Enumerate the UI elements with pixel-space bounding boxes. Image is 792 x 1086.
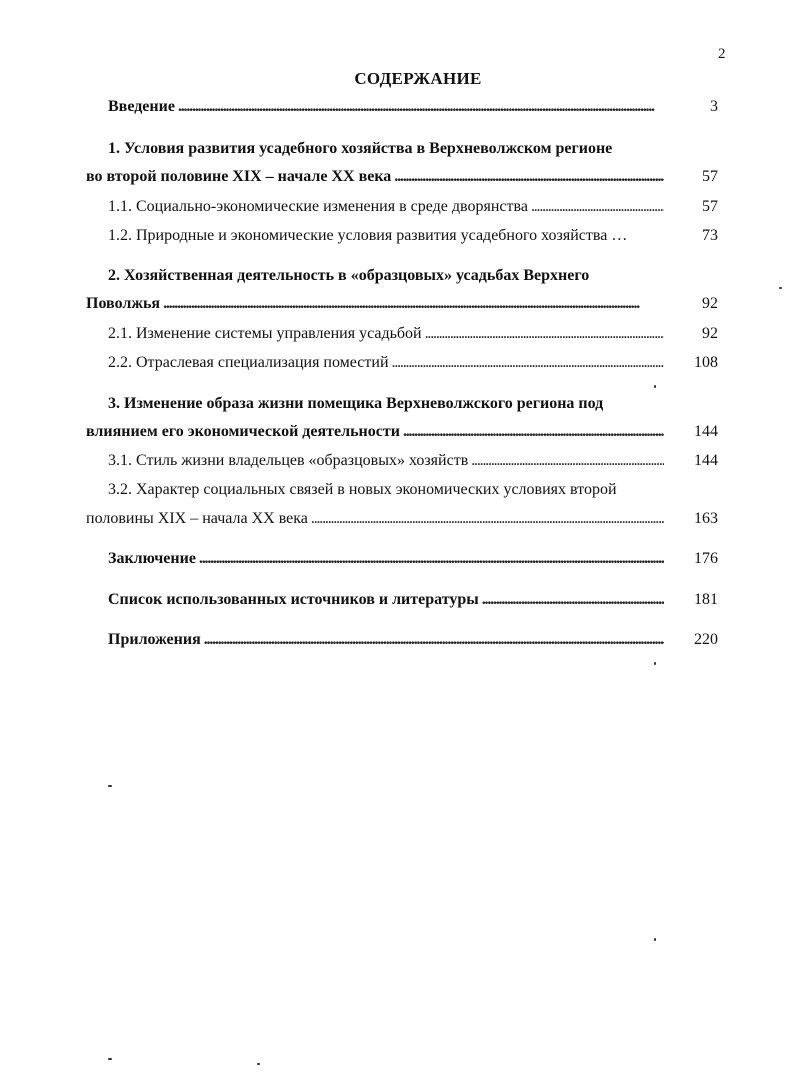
toc-page-number: 220 <box>694 631 718 648</box>
toc-entry-label: Введение <box>108 98 175 115</box>
toc-entry-label: влиянием его экономической деятельности <box>86 423 400 440</box>
toc-entry-appendix[interactable] <box>108 630 668 650</box>
toc-page-number: 181 <box>694 591 718 608</box>
dot-leader <box>199 549 664 569</box>
toc-entry-1-1[interactable] <box>108 197 668 217</box>
page-number: 2 <box>718 46 726 62</box>
toc-title: СОДЕРЖАНИЕ <box>354 69 482 88</box>
dot-leader <box>471 451 664 471</box>
toc-entry-label: 1.1. Социально-экономические изменения в среде дворянства <box>108 198 528 215</box>
dot-leader <box>204 630 664 650</box>
scan-speck <box>257 1063 260 1065</box>
toc-entry-2-1[interactable] <box>108 324 668 344</box>
toc-entry-2-2[interactable] <box>108 353 668 373</box>
dot-leader <box>394 167 664 187</box>
toc-entry-label: половины XIX – начала XX века <box>86 510 308 527</box>
toc-entry-label: Список использованных источников и литературы <box>108 591 479 608</box>
toc-entry-label: во второй половине XIX – начале XX века <box>86 168 392 185</box>
scan-speck <box>108 1058 112 1060</box>
dot-leader <box>531 197 664 217</box>
toc-entry-3-2[interactable]: 3.2. Характер социальных связей в новых экономических условиях второй <box>108 481 617 498</box>
scan-speck <box>654 385 656 388</box>
scan-speck <box>654 662 656 665</box>
dot-leader <box>482 590 664 610</box>
toc-page-number: 92 <box>702 295 718 312</box>
toc-page-number: 176 <box>694 550 718 567</box>
toc-entry-3-2-continuation[interactable] <box>86 509 668 529</box>
toc-chapter-2-continuation[interactable] <box>86 294 668 314</box>
toc-entry-label: Поволжья <box>86 295 161 312</box>
toc-chapter-3-continuation[interactable] <box>86 422 668 442</box>
toc-page-number: 108 <box>694 354 718 371</box>
toc-page-number: 144 <box>694 423 718 440</box>
scan-speck <box>779 287 782 289</box>
toc-entry-conclusion[interactable] <box>108 549 668 569</box>
toc-chapter-1-continuation[interactable] <box>86 167 668 187</box>
dot-leader <box>425 324 664 344</box>
toc-entry-1-2[interactable]: 1.2. Природные и экономические условия развития усадебного хозяйства … <box>108 227 628 244</box>
toc-page-number: 144 <box>694 452 718 469</box>
toc-chapter-2-title[interactable]: 2. Хозяйственная деятельность в «образцовых» усадьбах Верхнего <box>108 267 590 284</box>
toc-page-number: 57 <box>702 168 718 185</box>
toc-entry-label: 2.1. Изменение системы управления усадьбой <box>108 325 422 342</box>
toc-entry-label: Приложения <box>108 631 201 648</box>
toc-page-number: 73 <box>702 227 718 244</box>
toc-entry-intro[interactable] <box>108 97 668 117</box>
toc-page-number: 3 <box>710 98 718 115</box>
toc-chapter-3-title[interactable]: 3. Изменение образа жизни помещика Верхневолжского региона под <box>108 395 604 412</box>
scan-speck <box>654 938 656 941</box>
dot-leader <box>163 294 664 314</box>
toc-entry-sources[interactable] <box>108 590 668 610</box>
scan-speck <box>108 785 112 787</box>
toc-entry-label: 2.2. Отраслевая специализация поместий <box>108 354 389 371</box>
dot-leader <box>403 422 664 442</box>
toc-entry-label: 3.1. Стиль жизни владельцев «образцовых» хозяйств <box>108 452 469 469</box>
toc-entry-3-1[interactable] <box>108 451 668 471</box>
dot-leader <box>392 353 664 373</box>
dot-leader <box>178 97 664 117</box>
toc-page-number: 163 <box>694 510 718 527</box>
toc-page-number: 57 <box>702 198 718 215</box>
toc-page-number: 92 <box>702 325 718 342</box>
toc-entry-label: Заключение <box>108 550 196 567</box>
dot-leader <box>311 509 664 529</box>
toc-chapter-1-title[interactable]: 1. Условия развития усадебного хозяйства в Верхневолжском регионе <box>108 140 613 157</box>
